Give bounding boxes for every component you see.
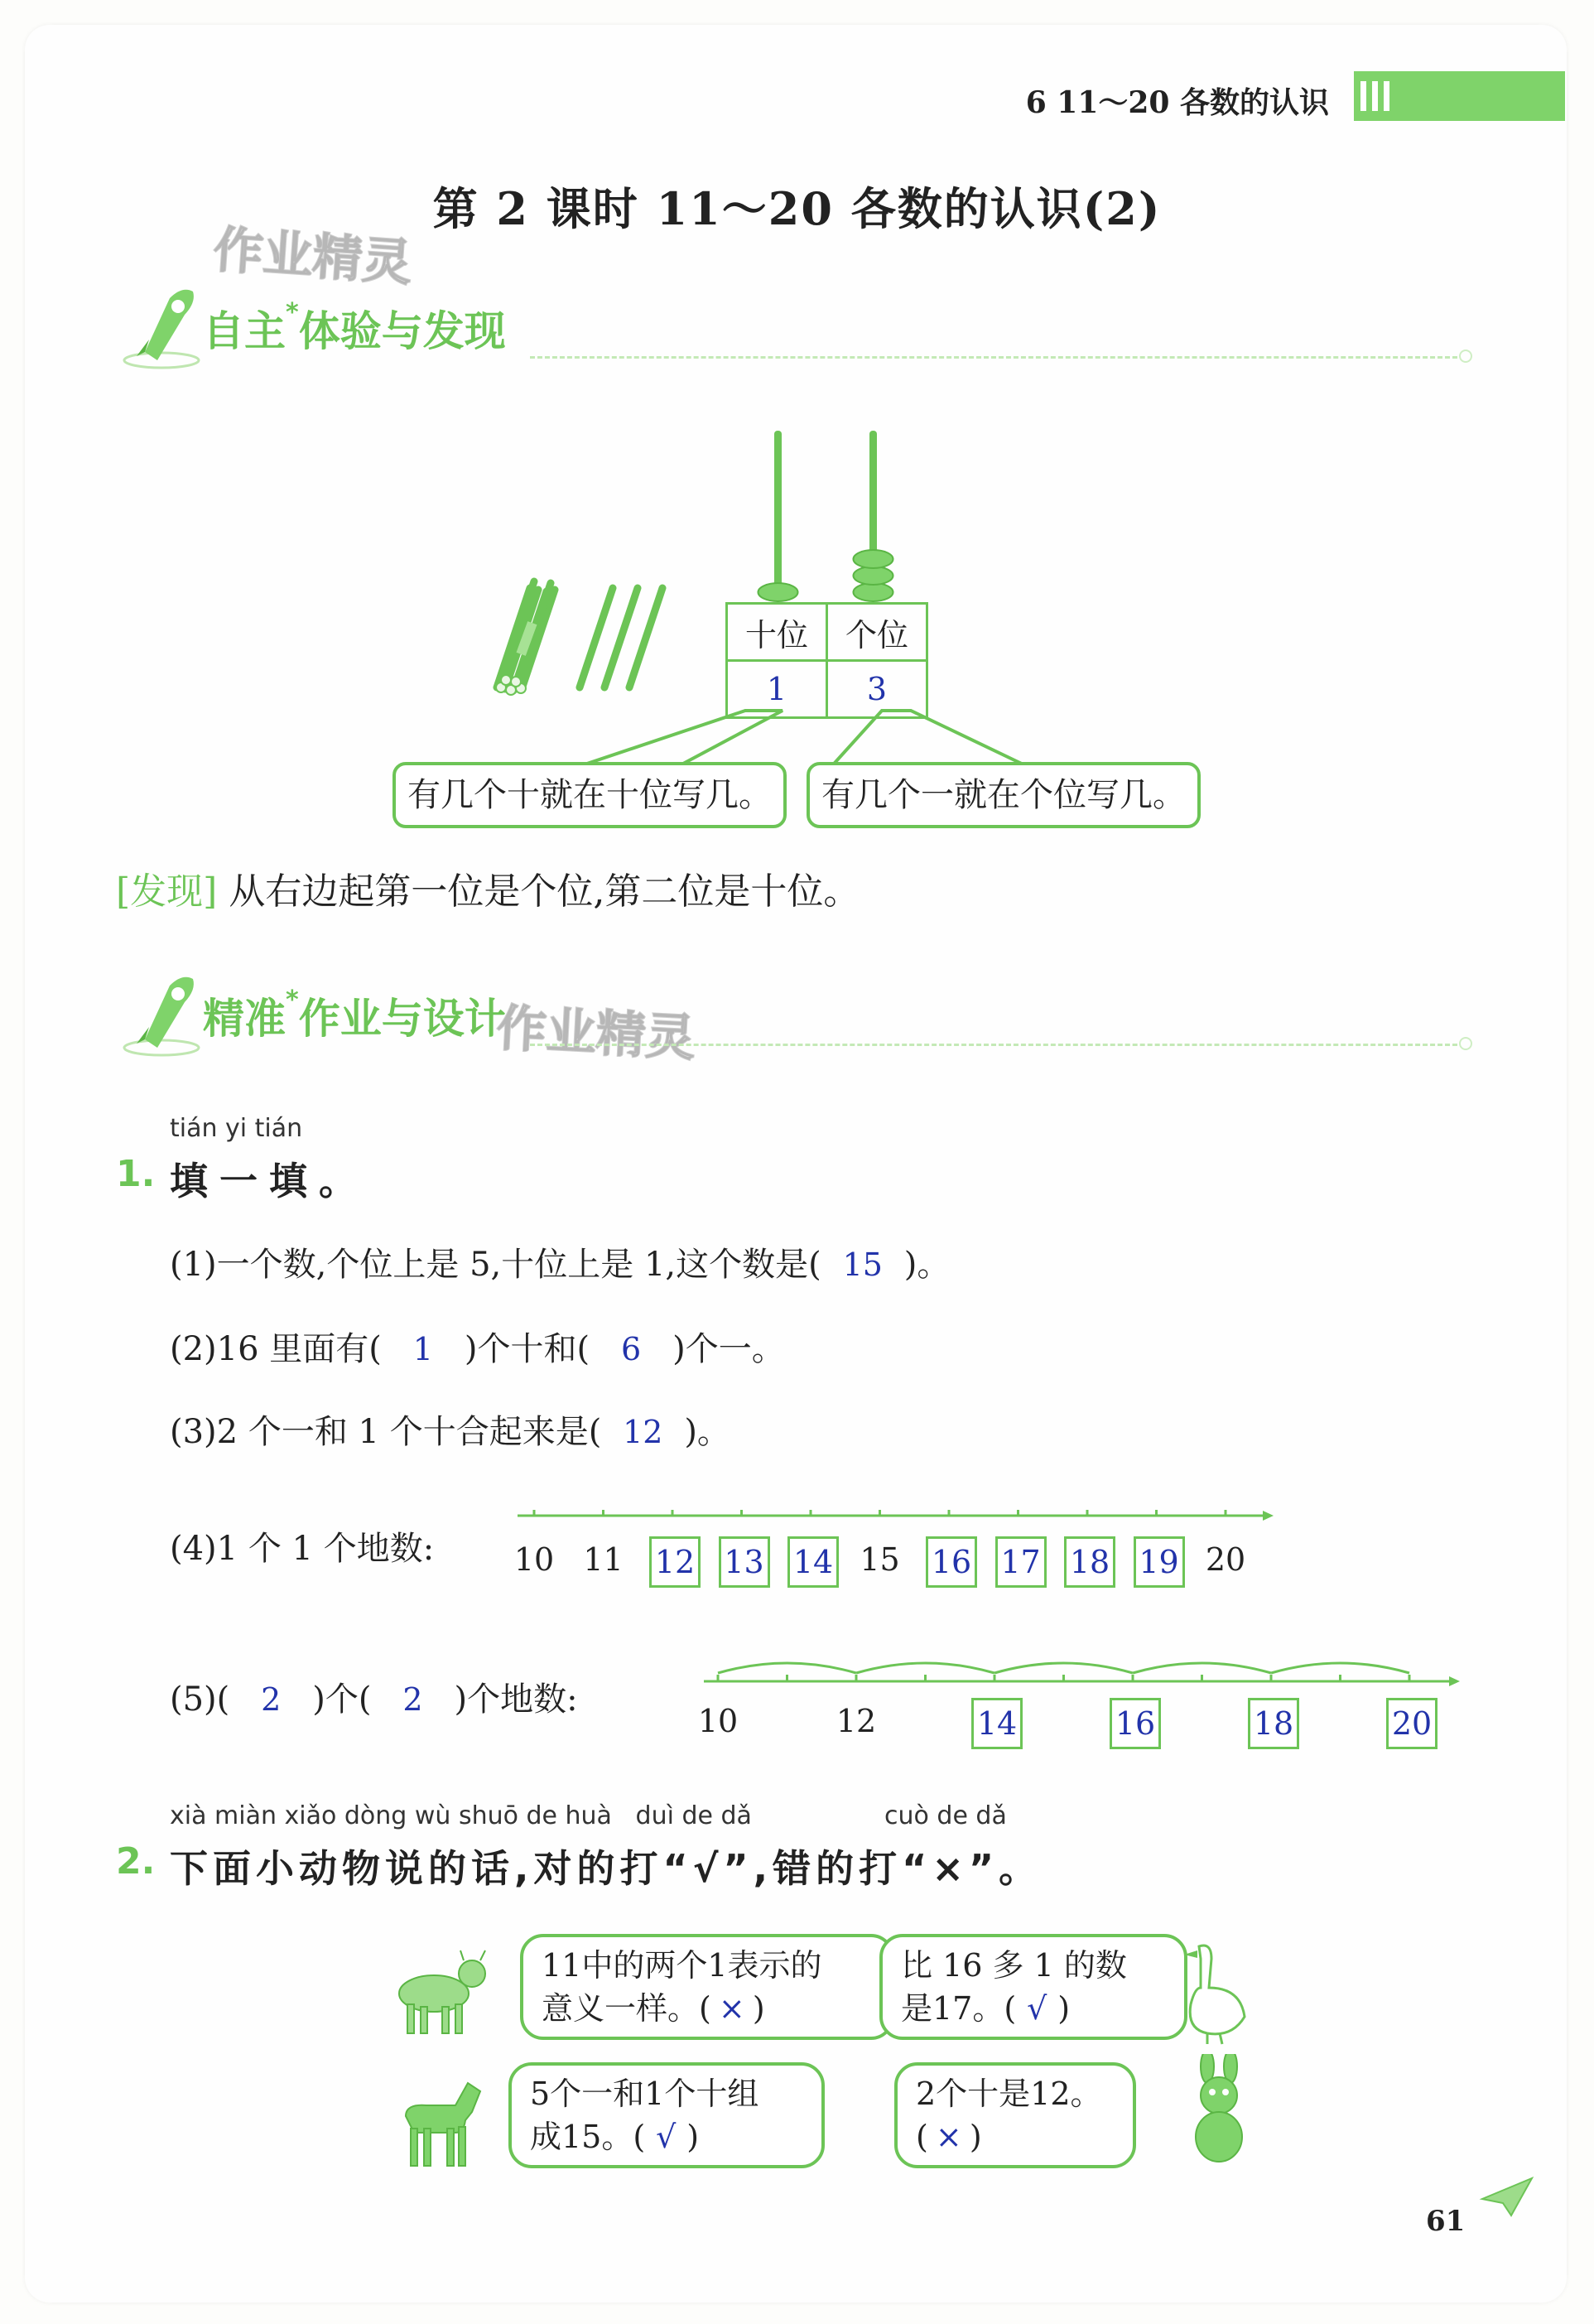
tens-value: 1 xyxy=(727,661,827,718)
judgement-mark: × xyxy=(935,2119,962,2155)
page-number: 61 xyxy=(1426,2205,1466,2238)
section1-title-a: 自主 xyxy=(203,307,286,355)
watermark: 作业精灵 xyxy=(211,220,414,293)
section2-divider xyxy=(530,1044,1457,1046)
q1-item-3: (3)2 个一和 1 个十合起来是( 12 )。 xyxy=(170,1413,730,1451)
divider-dot xyxy=(1459,1037,1472,1050)
section2-title-a: 精准 xyxy=(203,995,286,1043)
number-answer-box: 16 xyxy=(1110,1698,1161,1749)
section2-title-b: 作业与设计 xyxy=(298,995,506,1043)
callout-tens: 有几个十就在十位写几。 xyxy=(392,762,787,828)
answer: 2 xyxy=(402,1681,423,1718)
number-answer-box: 19 xyxy=(1134,1536,1185,1588)
jump-arc xyxy=(718,1663,856,1673)
q2-pinyin: xià miàn xiǎo dòng wù shuō de huà duì de dǎ xyxy=(170,1801,752,1830)
chapter-header: 6 11～20 各数的认识 xyxy=(1025,85,1329,120)
jump-arc xyxy=(1271,1663,1409,1673)
number-answer-box: 14 xyxy=(971,1698,1023,1749)
rabbit-icon xyxy=(1174,2054,1265,2170)
horse-icon xyxy=(389,2071,489,2170)
q2-pinyin-b: cuò de dǎ xyxy=(884,1801,1007,1830)
rocket-icon xyxy=(120,969,203,1060)
speech-bubble-2: 比 16 多 1 的数 是17。( √ ) xyxy=(879,1934,1187,2040)
jump-arc xyxy=(856,1663,994,1673)
answer: 2 xyxy=(261,1681,282,1718)
cow-icon xyxy=(383,1942,498,2042)
speech-bubble-4: 2个十是12。 ( × ) xyxy=(894,2062,1136,2168)
paper-plane-icon xyxy=(1478,2174,1536,2224)
lesson-title: 第 2 课时 11～20 各数的认识(2) xyxy=(432,182,1162,235)
number-label: 12 xyxy=(836,1703,877,1739)
number-answer-box: 17 xyxy=(995,1536,1047,1588)
callout-ones: 有几个一就在个位写几。 xyxy=(807,762,1201,828)
discovery-text: 从右边起第一位是个位,第二位是十位。 xyxy=(229,870,860,913)
number-label: 10 xyxy=(513,1541,555,1578)
speech-bubble-3: 5个一和1个十组 成15。( √ ) xyxy=(508,2062,825,2168)
judgement-mark: × xyxy=(718,1990,745,2027)
jump-arc xyxy=(994,1663,1133,1673)
watermark: 作业精灵 xyxy=(495,999,697,1068)
number-label: 15 xyxy=(860,1541,900,1578)
discovery-tag: [发现] xyxy=(116,870,218,913)
discovery-note xyxy=(116,861,860,914)
number-label: 10 xyxy=(697,1703,739,1739)
number-answer-box: 14 xyxy=(787,1536,839,1588)
callout-pointers xyxy=(0,0,1594,828)
ones-header: 个位 xyxy=(827,604,927,661)
number-answer-box: 12 xyxy=(649,1536,701,1588)
number-answer-box: 20 xyxy=(1386,1698,1437,1749)
q1-pinyin: tián yi tián xyxy=(170,1114,303,1143)
q1-number: 1. xyxy=(116,1153,156,1195)
q1-item-1: (1)一个数,个位上是 5,十位上是 1,这个数是( 15 )。 xyxy=(170,1246,951,1284)
ones-value: 3 xyxy=(827,661,927,718)
q1-item-4-label: (4)1 个 1 个地数: xyxy=(170,1530,435,1568)
number-line-2 xyxy=(700,1648,1462,1690)
tens-header: 十位 xyxy=(727,604,827,661)
number-label: 20 xyxy=(1205,1541,1246,1578)
q1-item-5: (5)( 2 )个( 2 )个地数: xyxy=(170,1680,578,1719)
judgement-mark: √ xyxy=(1027,1990,1047,2027)
number-answer-box: 18 xyxy=(1064,1536,1115,1588)
number-answer-box: 16 xyxy=(926,1536,977,1588)
section1-heading: 自主*体验与发现 xyxy=(203,298,506,355)
judgement-mark: √ xyxy=(656,2119,677,2155)
answer: 12 xyxy=(623,1414,663,1450)
number-answer-box: 13 xyxy=(719,1536,770,1588)
number-answer-box: 18 xyxy=(1248,1698,1299,1749)
number-line-1-labels xyxy=(0,1536,1594,1594)
number-line-2-labels xyxy=(0,1698,1594,1756)
number-line-1 xyxy=(513,1503,1275,1528)
section2-heading: 精准*作业与设计 xyxy=(203,986,506,1043)
q2-number: 2. xyxy=(116,1840,156,1883)
section1-title-b: 体验与发现 xyxy=(298,307,506,355)
speech-bubble-1: 11中的两个1表示的 意义一样。( × ) xyxy=(520,1934,894,2040)
answer: 15 xyxy=(842,1246,883,1283)
number-label: 11 xyxy=(583,1541,624,1578)
q2-title: 下面小动物说的话,对的打“√”,错的打“×”。 xyxy=(170,1846,1043,1891)
answer: 6 xyxy=(621,1331,642,1367)
answer: 1 xyxy=(412,1331,433,1367)
q1-item-2: (2)16 里面有( 1 )个十和( 6 )个一。 xyxy=(170,1330,785,1368)
jump-arc xyxy=(1133,1663,1271,1673)
q1-title: 填一填。 xyxy=(170,1159,368,1203)
